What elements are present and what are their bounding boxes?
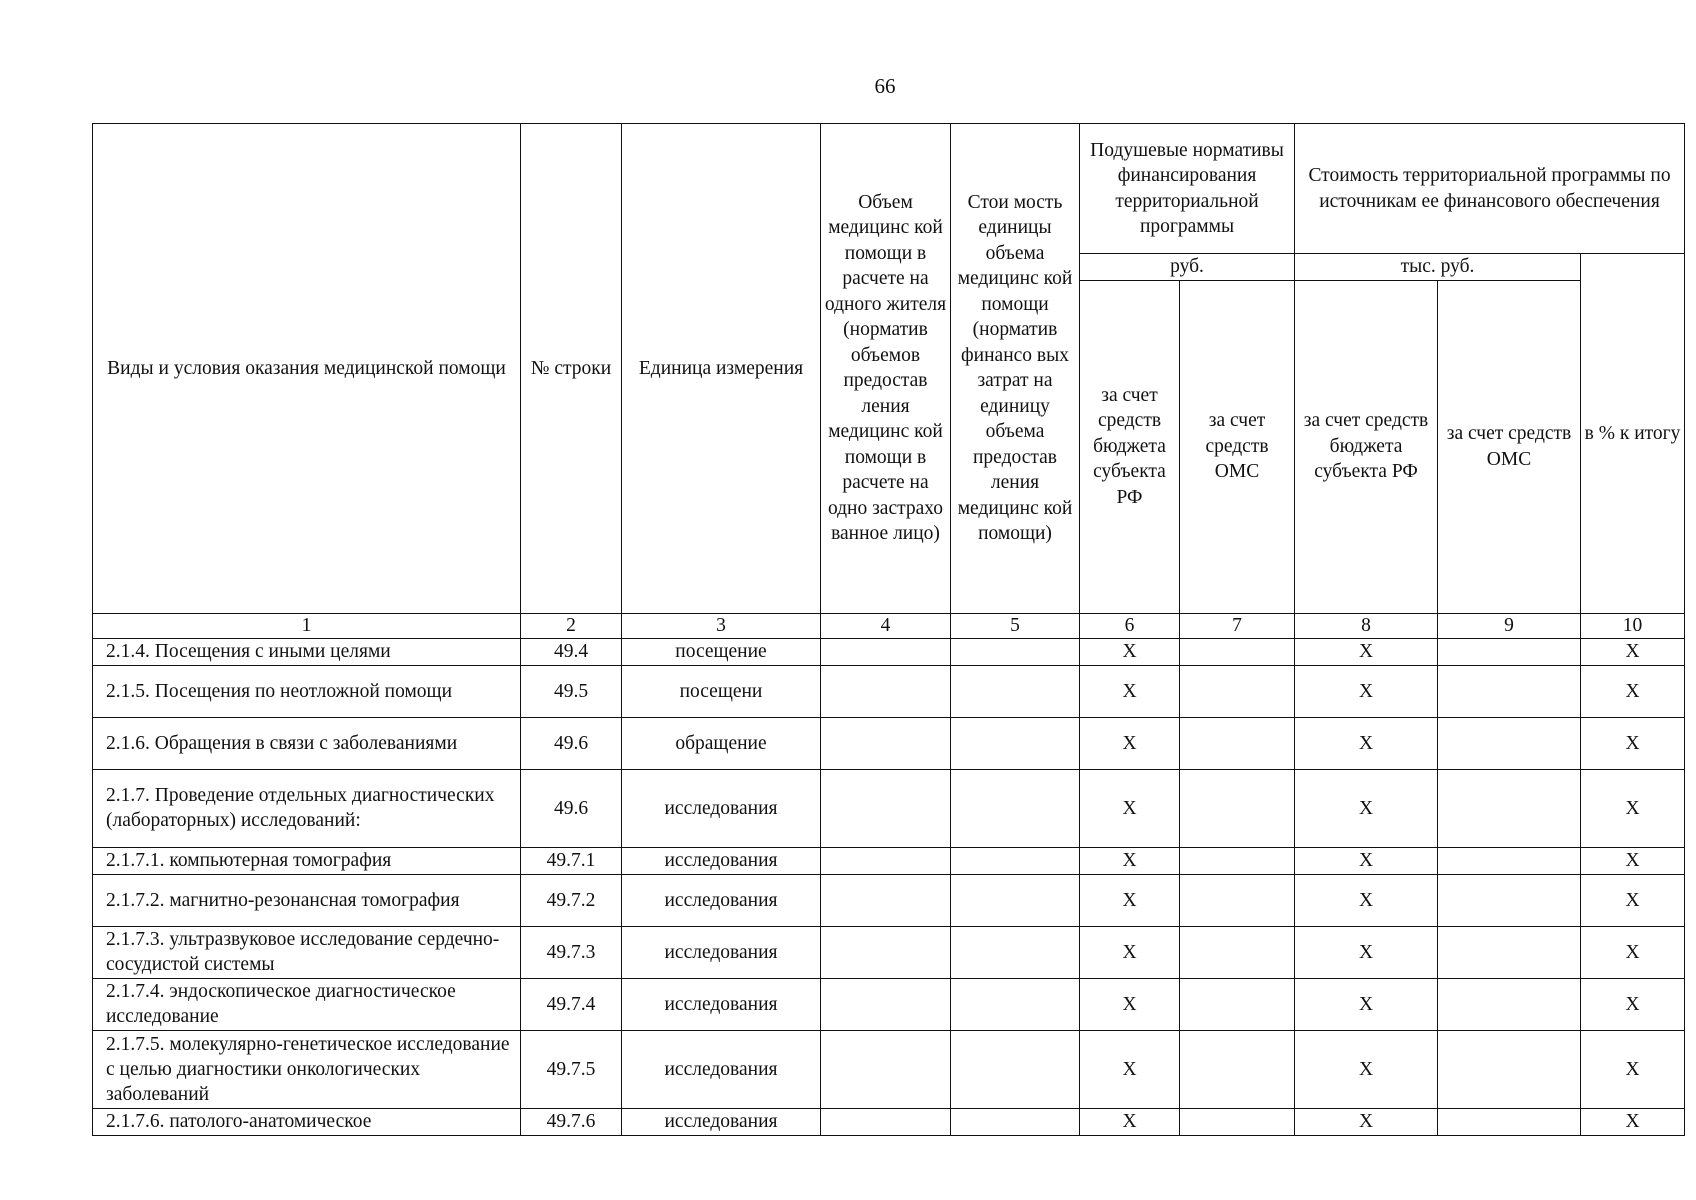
row-unit: исследования [622, 1108, 821, 1135]
row-line-number: 49.6 [521, 769, 622, 847]
row-percent: X [1581, 665, 1685, 717]
column-number-3: 3 [622, 613, 821, 638]
row-cost-oms [1438, 1030, 1581, 1108]
row-name: 2.1.7.3. ультразвуковое исследование сердечно-сосудистой системы [93, 926, 521, 978]
row-percent: X [1581, 978, 1685, 1030]
row-cost-budget: X [1295, 638, 1438, 665]
row-percent: X [1581, 847, 1685, 874]
row-norms-oms [1180, 1108, 1295, 1135]
table-row [93, 1108, 1685, 1135]
row-unit-cost [951, 847, 1080, 874]
table-row [93, 874, 1685, 926]
column-number-10: 10 [1581, 613, 1685, 638]
row-volume [821, 638, 951, 665]
row-norms-oms [1180, 926, 1295, 978]
row-volume [821, 769, 951, 847]
row-norms-oms [1180, 1030, 1295, 1108]
row-norms-budget: X [1080, 874, 1180, 926]
column-number-7: 7 [1180, 613, 1295, 638]
row-line-number: 49.7.6 [521, 1108, 622, 1135]
row-norms-oms [1180, 717, 1295, 769]
row-percent: X [1581, 638, 1685, 665]
row-volume [821, 874, 951, 926]
row-percent: X [1581, 717, 1685, 769]
column-number-2: 2 [521, 613, 622, 638]
row-line-number: 49.7.3 [521, 926, 622, 978]
row-unit-cost [951, 1108, 1080, 1135]
column-number-4: 4 [821, 613, 951, 638]
row-cost-budget: X [1295, 1108, 1438, 1135]
row-volume [821, 1108, 951, 1135]
row-unit-cost [951, 1030, 1080, 1108]
row-name: 2.1.6. Обращения в связи с заболеваниями [93, 717, 521, 769]
header-line-number: № строки [521, 124, 622, 614]
row-line-number: 49.7.5 [521, 1030, 622, 1108]
row-volume [821, 847, 951, 874]
row-unit-cost [951, 769, 1080, 847]
row-percent: X [1581, 1030, 1685, 1108]
row-norms-budget: X [1080, 638, 1180, 665]
row-norms-budget: X [1080, 769, 1180, 847]
row-cost-oms [1438, 926, 1581, 978]
row-unit: исследования [622, 926, 821, 978]
column-number-row [93, 613, 1685, 638]
row-percent: X [1581, 926, 1685, 978]
table-row [93, 1030, 1685, 1108]
table-row [93, 847, 1685, 874]
column-number-9: 9 [1438, 613, 1581, 638]
column-number-6: 6 [1080, 613, 1180, 638]
row-cost-oms [1438, 978, 1581, 1030]
header-unit-rub: руб. [1080, 254, 1295, 281]
row-cost-oms [1438, 874, 1581, 926]
row-norms-budget: X [1080, 665, 1180, 717]
row-norms-oms [1180, 874, 1295, 926]
row-unit-cost [951, 978, 1080, 1030]
row-volume [821, 926, 951, 978]
row-unit: исследования [622, 874, 821, 926]
row-line-number: 49.4 [521, 638, 622, 665]
row-percent: X [1581, 769, 1685, 847]
column-number-5: 5 [951, 613, 1080, 638]
header-unit: Единица измерения [622, 124, 821, 614]
header-cost-oms: за счет средств ОМС [1438, 280, 1581, 613]
row-norms-budget: X [1080, 926, 1180, 978]
row-norms-budget: X [1080, 847, 1180, 874]
row-line-number: 49.5 [521, 665, 622, 717]
row-unit: обращение [622, 717, 821, 769]
row-norms-budget: X [1080, 1108, 1180, 1135]
row-unit-cost [951, 874, 1080, 926]
row-norms-budget: X [1080, 1030, 1180, 1108]
header-cost-regional-budget: за счет средств бюджета субъекта РФ [1295, 280, 1438, 613]
header-percent-of-total: в % к итогу [1581, 254, 1685, 614]
header-norms-oms: за счет средств ОМС [1180, 280, 1295, 613]
row-unit: исследования [622, 847, 821, 874]
row-cost-budget: X [1295, 665, 1438, 717]
row-name: 2.1.7.6. патолого-анатомическое [93, 1108, 521, 1135]
table-row [93, 717, 1685, 769]
row-volume [821, 1030, 951, 1108]
table-row [93, 978, 1685, 1030]
row-percent: X [1581, 1108, 1685, 1135]
header-unit-thousand-rub: тыс. руб. [1295, 254, 1581, 281]
row-name: 2.1.7.5. молекулярно-генетическое исследование с целью диагностики онкологических заболеваний [93, 1030, 521, 1108]
row-cost-oms [1438, 717, 1581, 769]
row-norms-oms [1180, 638, 1295, 665]
row-line-number: 49.7.1 [521, 847, 622, 874]
row-cost-budget: X [1295, 926, 1438, 978]
row-unit-cost [951, 665, 1080, 717]
row-cost-oms [1438, 769, 1581, 847]
row-name: 2.1.4. Посещения с иными целями [93, 638, 521, 665]
row-unit: исследования [622, 769, 821, 847]
row-cost-budget: X [1295, 717, 1438, 769]
row-norms-oms [1180, 847, 1295, 874]
table-row [93, 665, 1685, 717]
row-unit-cost [951, 717, 1080, 769]
row-cost-oms [1438, 847, 1581, 874]
row-norms-budget: X [1080, 978, 1180, 1030]
financing-table [92, 123, 1685, 1136]
row-unit: посещение [622, 638, 821, 665]
table-row [93, 769, 1685, 847]
row-line-number: 49.6 [521, 717, 622, 769]
table-row [93, 638, 1685, 665]
row-name: 2.1.7.1. компьютерная томография [93, 847, 521, 874]
header-norms-regional-budget: за счет средств бюджета субъекта РФ [1080, 280, 1180, 613]
row-cost-budget: X [1295, 769, 1438, 847]
row-norms-oms [1180, 978, 1295, 1030]
row-cost-budget: X [1295, 874, 1438, 926]
row-cost-budget: X [1295, 978, 1438, 1030]
row-norms-oms [1180, 769, 1295, 847]
row-unit-cost [951, 638, 1080, 665]
row-line-number: 49.7.2 [521, 874, 622, 926]
header-unit-cost: Стои мость единицы объема медицинс кой помощи (норматив финансо вых затрат на единицу объема предостав ления медицинс кой помощи) [951, 124, 1080, 614]
row-norms-oms [1180, 665, 1295, 717]
row-name: 2.1.7.2. магнитно-резонансная томография [93, 874, 521, 926]
row-volume [821, 717, 951, 769]
row-name: 2.1.7. Проведение отдельных диагностических (лабораторных) исследований: [93, 769, 521, 847]
header-types-conditions: Виды и условия оказания медицинской помощи [93, 124, 521, 614]
row-unit: исследования [622, 978, 821, 1030]
table-row [93, 926, 1685, 978]
row-unit: посещени [622, 665, 821, 717]
row-cost-oms [1438, 1108, 1581, 1135]
row-unit: исследования [622, 1030, 821, 1108]
row-percent: X [1581, 874, 1685, 926]
page-number: 66 [874, 74, 896, 98]
row-cost-budget: X [1295, 1030, 1438, 1108]
row-name: 2.1.7.4. эндоскопическое диагностическое исследование [93, 978, 521, 1030]
column-number-1: 1 [93, 613, 521, 638]
row-volume [821, 665, 951, 717]
row-cost-oms [1438, 638, 1581, 665]
column-number-8: 8 [1295, 613, 1438, 638]
row-line-number: 49.7.4 [521, 978, 622, 1030]
header-per-capita-norms: Подушевые нормативы финансирования территориальной программы [1080, 124, 1295, 254]
row-unit-cost [951, 926, 1080, 978]
row-cost-oms [1438, 665, 1581, 717]
row-norms-budget: X [1080, 717, 1180, 769]
row-cost-budget: X [1295, 847, 1438, 874]
row-volume [821, 978, 951, 1030]
header-program-cost: Стоимость территориальной программы по источникам ее финансового обеспечения [1295, 124, 1685, 254]
row-name: 2.1.5. Посещения по неотложной помощи [93, 665, 521, 717]
header-volume-per-resident: Объем медицинс кой помощи в расчете на одного жителя (норматив объемов предостав ления медицинс кой помощи в расчете на одно застрахо ванное лицо) [821, 124, 951, 614]
